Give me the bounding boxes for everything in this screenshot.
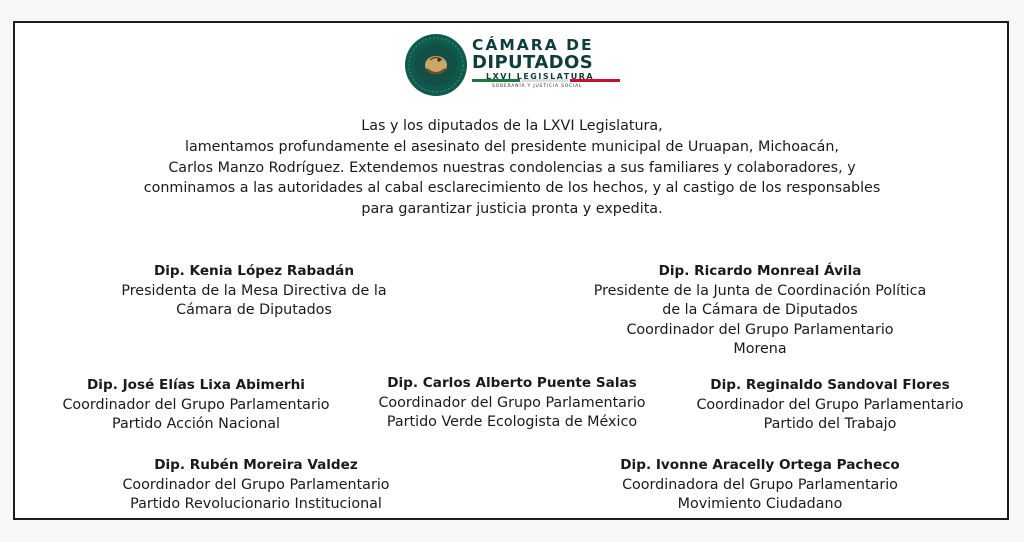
camara-logo: [404, 33, 620, 97]
message-line: Las y los diputados de la LXVI Legislatura,: [361, 118, 663, 134]
message-line: conminamos a las autoridades al cabal esclarecimiento de los hechos, y al castigo de los responsables: [143, 180, 881, 197]
signatory-role: Partido del Trabajo: [763, 416, 897, 432]
signatory-role: Movimiento Ciudadano: [677, 496, 843, 512]
signatory-name: Dip. Kenia López Rabadán: [153, 263, 355, 279]
signatory-monreal-avila: [535, 262, 985, 360]
signatory-name: Dip. Carlos Alberto Puente Salas: [387, 375, 637, 391]
signatory-role: Partido Acción Nacional: [112, 416, 280, 432]
signatory-sandoval-flores: [670, 376, 990, 435]
signatory-lopez-rabadan: [54, 262, 454, 321]
signatory-role: Coordinadora del Grupo Parlamentario: [622, 476, 898, 493]
signatory-name: Dip. Ricardo Monreal Ávila: [658, 263, 862, 279]
signatory-role: Presidente de la Junta de Coordinación Política: [593, 282, 927, 299]
signatory-role: de la Cámara de Diputados: [662, 302, 858, 318]
message-line: lamentamos profundamente el asesinato del presidente municipal de Uruapan, Michoacán,: [185, 138, 839, 155]
signatory-role: Morena: [733, 341, 787, 357]
signatory-name: Dip. José Elías Lixa Abimerhi: [87, 377, 305, 393]
message-line: para garantizar justicia pronta y expedita.: [361, 201, 663, 218]
logo-line-diputados: DIPUTADOS: [472, 52, 594, 73]
logo-line-motto: SOBERANÍA Y JUSTICIA SOCIAL: [492, 84, 583, 89]
signatory-role: Coordinador del Grupo Parlamentario: [122, 476, 390, 493]
signatory-role: Cámara de Diputados: [176, 302, 332, 318]
signatory-name: Dip. Ivonne Aracelly Ortega Pacheco: [620, 457, 900, 473]
signatory-lixa-abimerhi: [26, 376, 366, 435]
signatory-role: Coordinador del Grupo Parlamentario: [62, 396, 330, 413]
signatory-role: Coordinador del Grupo Parlamentario: [696, 396, 964, 413]
logo-line-legislatura: LXVI LEGISLATURA: [486, 72, 595, 81]
condolence-message: [80, 116, 944, 220]
signatory-puente-salas: [352, 374, 672, 433]
logo-line-camara: CÁMARA DE: [472, 36, 594, 54]
signatory-role: Coordinador del Grupo Parlamentario: [378, 394, 646, 411]
signatory-name: Dip. Rubén Moreira Valdez: [154, 457, 358, 473]
message-line: Carlos Manzo Rodríguez. Extendemos nuestras condolencias a sus familiares y colaboradores, y: [168, 159, 856, 176]
signatory-role: Partido Verde Ecologista de México: [386, 414, 638, 430]
signatory-name: Dip. Reginaldo Sandoval Flores: [710, 377, 950, 393]
signatory-moreira-valdez: [86, 456, 426, 515]
mexican-eagle-seal-icon: [404, 33, 468, 97]
signatory-ortega-pacheco: [580, 456, 940, 515]
signatory-role: Coordinador del Grupo Parlamentario: [626, 321, 894, 338]
signatory-role: Partido Revolucionario Institucional: [130, 496, 382, 512]
signatory-role: Presidenta de la Mesa Directiva de la: [121, 282, 387, 299]
